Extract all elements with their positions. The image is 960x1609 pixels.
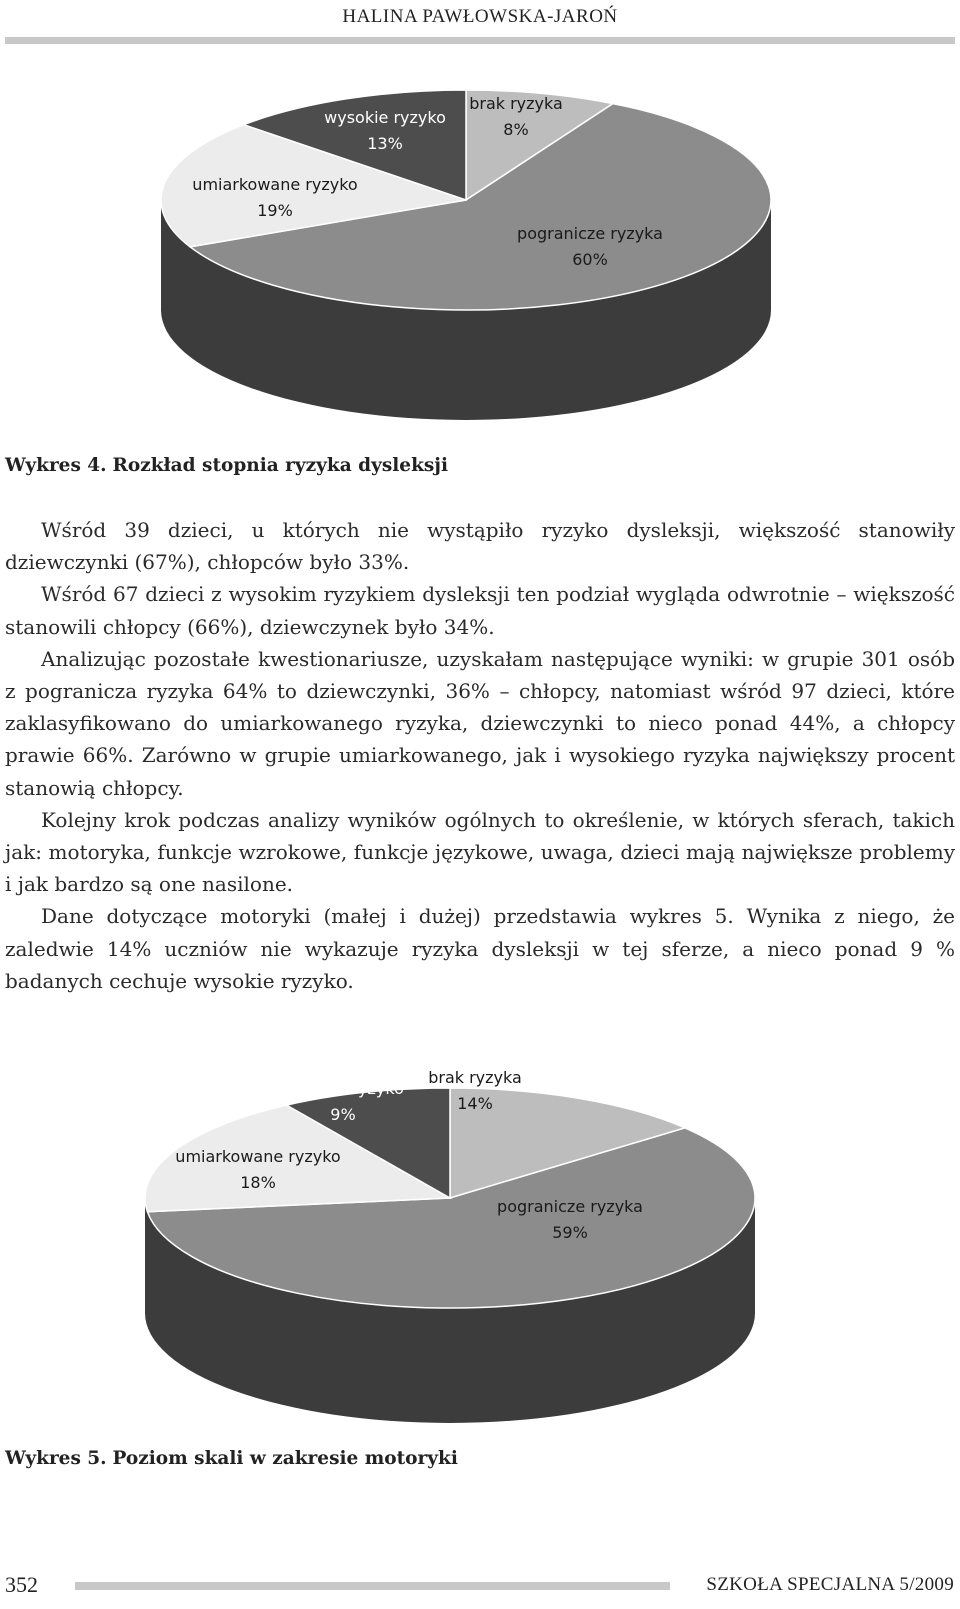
pie-value-pogranicze-ryzyka: 59% — [552, 1223, 588, 1242]
figure-5-caption-text: Poziom skali w zakresie motoryki — [112, 1448, 458, 1469]
paragraph: Wśród 39 dzieci, u których nie wystąpiło ryzyko dysleksji, większość stanowiły dziewczynki (67%), chłopców było 33%. — [5, 518, 955, 575]
pie-label-pogranicze-ryzyka: pogranicze ryzyka — [497, 1197, 643, 1216]
pie-label-umiarkowane-ryzyko: umiarkowane ryzyko — [175, 1147, 341, 1166]
header-rule — [5, 37, 955, 44]
pie-label-pogranicze-ryzyka: pogranicze ryzyka — [517, 224, 663, 243]
pie-value-brak-ryzyka: 8% — [503, 120, 529, 139]
pie-label-brak-ryzyka: brak ryzyka — [469, 94, 563, 113]
page-number: 352 — [5, 1572, 38, 1597]
pie-chart-risk-distribution — [0, 85, 960, 435]
pie-label-brak-ryzyka: brak ryzyka — [428, 1068, 522, 1087]
pie-value-umiarkowane-ryzyko: 19% — [257, 201, 293, 220]
paragraph: Kolejny krok podczas analizy wyników ogólnych to określenie, w których sferach, takich jak: motoryka, funkcje wzrokowe, funkcje językowe, uwaga, dzieci mają największe problemy i jak bardzo są one nasilone. — [5, 807, 955, 897]
footer-rule — [75, 1582, 670, 1590]
figure-4-caption-text: Rozkład stopnia ryzyka dysleksji — [112, 455, 449, 476]
figure-5-caption-label: Wykres 5. — [5, 1448, 107, 1469]
pie-value-pogranicze-ryzyka: 60% — [572, 250, 608, 269]
pie-value-umiarkowane-ryzyko: 18% — [240, 1173, 276, 1192]
pie-label-wysokie-ryzyko: wysokie ryzyko — [324, 108, 446, 127]
body-text — [5, 514, 955, 997]
pie-value-brak-ryzyka: 14% — [457, 1094, 493, 1113]
figure-4-caption — [5, 455, 448, 476]
pie-chart-motor-scale — [0, 1050, 960, 1430]
paragraph: Wśród 67 dzieci z wysokim ryzykiem dysleksji ten podział wygląda odwrotnie – większość stanowili chłopcy (66%), dziewczynek było 34%. — [5, 582, 955, 639]
journal-name: SZKOŁA SPECJALNA 5/2009 — [706, 1574, 954, 1595]
pie-value-wysokie-ryzyko: 9% — [330, 1105, 356, 1124]
figure-5-caption — [5, 1448, 458, 1469]
figure-4-caption-label: Wykres 4. — [5, 455, 107, 476]
paragraph: Analizując pozostałe kwestionariusze, uzyskałam następujące wyniki: w grupie 301 osób z pogranicza ryzyka 64% to dziewczynki, 36% – chłopcy, natomiast wśród 97 dzieci, które zaklasyfikowano do umiarkowanego ryzyka, dziewczynki to nieco ponad 44%, a chłopcy prawie 66%. Zarówno w grupie umiarkowanego, jak i wysokiego ryzyka największy procent stanowią chłopcy. — [5, 646, 955, 800]
pie-value-wysokie-ryzyko: 13% — [367, 134, 403, 153]
paragraph: Dane dotyczące motoryki (małej i dużej) przedstawia wykres 5. Wynika z niego, że zaledwie 14% uczniów nie wykazuje ryzyka dysleksji w tej sferze, a nieco ponad 9 % badanych cechuje wysokie ryzyko. — [5, 904, 955, 993]
running-head: HALINA PAWŁOWSKA-JAROŃ — [342, 6, 618, 27]
pie-label-umiarkowane-ryzyko: umiarkowane ryzyko — [192, 175, 358, 194]
pie-label-wysokie-ryzyko: wysokie ryzyko — [282, 1079, 404, 1098]
